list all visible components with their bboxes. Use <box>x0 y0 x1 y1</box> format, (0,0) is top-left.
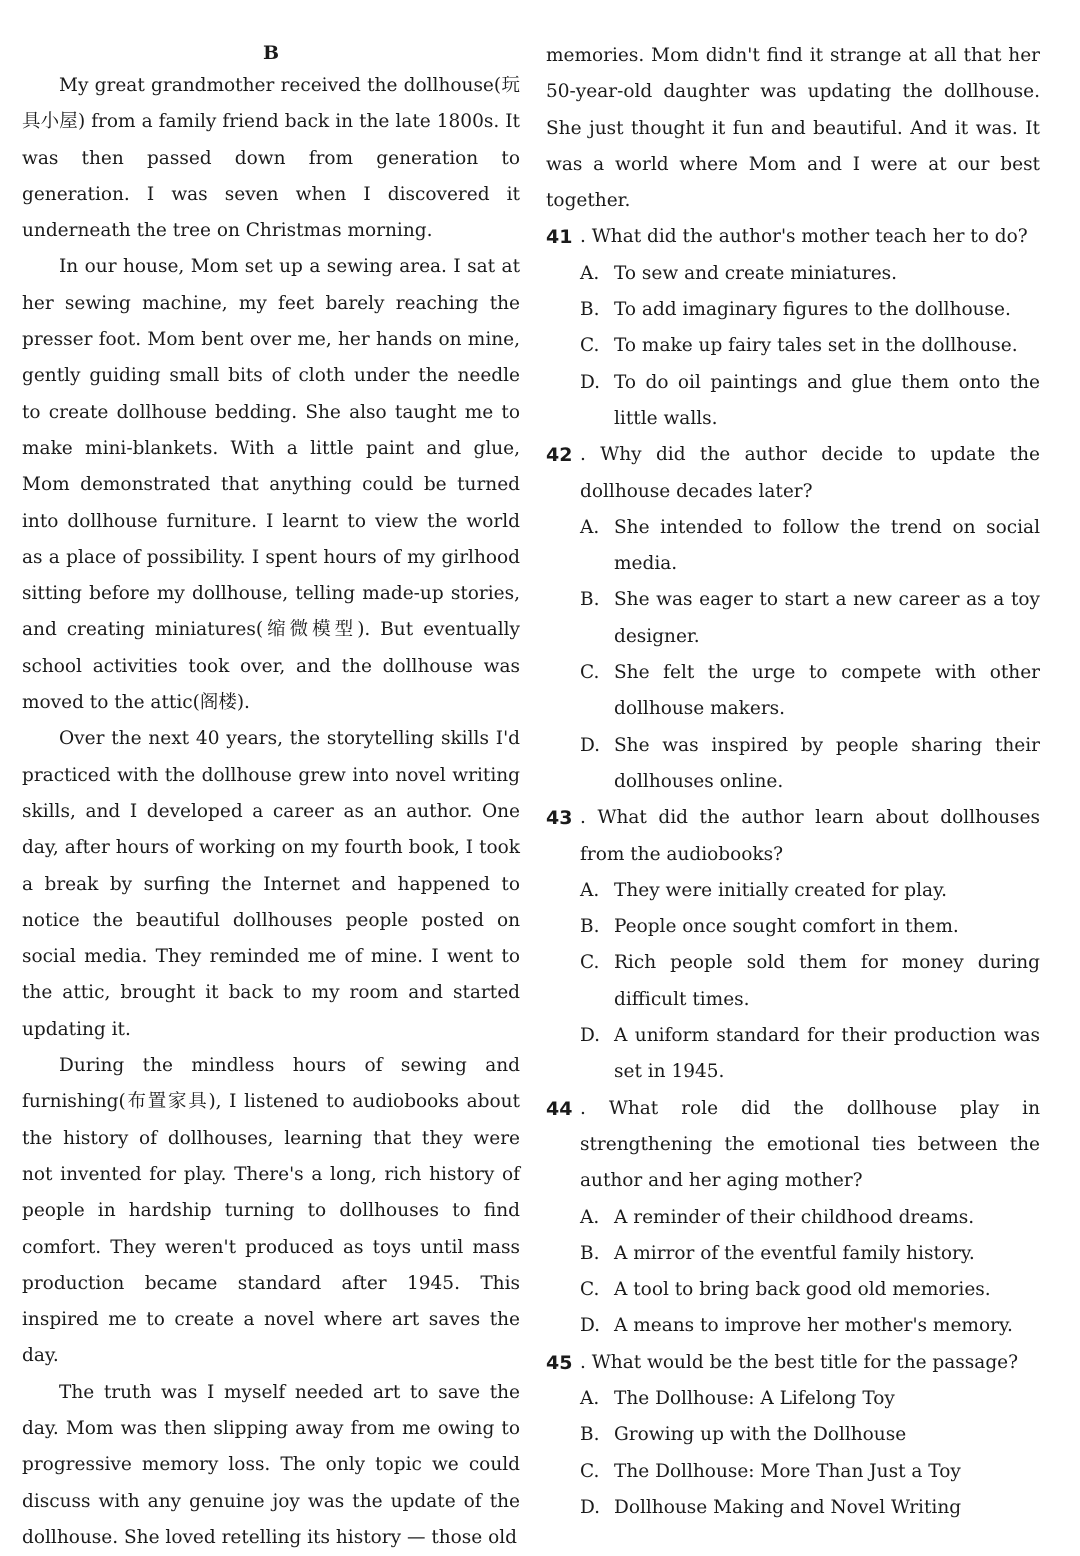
option-letter: A. <box>580 1206 600 1228</box>
question-44-options <box>546 1200 1040 1345</box>
option-letter: B. <box>580 1424 600 1446</box>
option-letter: A. <box>580 1387 600 1409</box>
option-letter: C. <box>580 335 600 357</box>
option-letter: B. <box>580 589 600 611</box>
option-text: A reminder of their childhood dreams. <box>614 1206 975 1228</box>
option-letter: A. <box>580 516 600 538</box>
passage-paragraph-5: The truth was I myself needed art to save the day. Mom was then slipping away from me owing to progressive memory loss. The only topic we could discuss with any genuine joy was the update of the dollhouse. She loved retelling its history — those old <box>22 1381 520 1548</box>
option-a <box>546 256 1040 292</box>
option-b <box>546 292 1040 328</box>
option-text: A uniform standard for their production was set in 1945. <box>614 1025 1040 1083</box>
option-text: She was eager to start a new career as a toy designer. <box>614 589 1040 647</box>
passage-paragraph-1: My great grandmother received the dollhouse(玩具小屋) from a family friend back in the late 1800s. It was then passed down from generation to generation. I was seven when I discovered it underneath the tree on Christmas morning. <box>22 75 520 242</box>
option-letter: B. <box>580 1242 600 1264</box>
question-43-options <box>546 873 1040 1091</box>
question-43: 43 . What did the author learn about dollhouses from the audiobooks? <box>546 800 1040 873</box>
question-stem: What role did the dollhouse play in strengthening the emotional ties between the author and her aging mother? <box>580 1097 1041 1192</box>
option-letter: B. <box>580 299 600 321</box>
option-d <box>546 365 1040 438</box>
option-text: Rich people sold them for money during difficult times. <box>614 952 1040 1010</box>
option-letter: A. <box>580 262 600 284</box>
option-letter: C. <box>580 1279 600 1301</box>
option-c <box>546 1454 1040 1490</box>
option-letter: B. <box>580 916 600 938</box>
question-number: 41 <box>546 226 573 249</box>
option-text: The Dollhouse: A Lifelong Toy <box>614 1387 895 1409</box>
passage-paragraph-2: In our house, Mom set up a sewing area. I sat at her sewing machine, my feet barely reaching the presser foot. Mom bent over me, her hands on mine, gently guiding small bits of cloth under the needle to create dollhouse bedding. She also taught me to make mini-blankets. With a little paint and glue, Mom demonstrated that anything could be turned into dollhouse furniture. I learnt to view the world as a place of possibility. I spent hours of my girlhood sitting before my dollhouse, telling made-up stories, and creating miniatures(缩微模型). But eventually school activities took over, and the dollhouse was moved to the attic(阁楼). <box>22 256 520 714</box>
question-number: 43 <box>546 807 573 830</box>
option-letter: D. <box>580 1025 601 1047</box>
passage-continuation: memories. Mom didn't find it strange at all that her 50-year-old daughter was updating the dollhouse. She just thought it fun and beautiful. And it was. It was a world where Mom and I were at our best together. <box>546 45 1040 212</box>
option-text: Growing up with the Dollhouse <box>614 1424 907 1446</box>
option-text: She felt the urge to compete with other dollhouse makers. <box>614 662 1040 720</box>
option-text: They were initially created for play. <box>614 879 947 901</box>
option-text: People once sought comfort in them. <box>614 916 959 938</box>
question-stem: What would be the best title for the passage? <box>591 1351 1019 1373</box>
option-c <box>546 1272 1040 1308</box>
question-44: 44 . What role did the dollhouse play in strengthening the emotional ties between the author and her aging mother? <box>546 1091 1040 1200</box>
option-letter: A. <box>580 879 600 901</box>
option-a <box>546 1381 1040 1417</box>
option-text: She intended to follow the trend on social media. <box>614 516 1040 575</box>
option-b <box>546 1417 1040 1453</box>
option-text: To add imaginary figures to the dollhouse. <box>614 299 1011 321</box>
option-d <box>546 728 1040 801</box>
option-d <box>546 1490 1040 1526</box>
question-42: 42 . Why did the author decide to update the dollhouse decades later? <box>546 437 1040 510</box>
option-text: A tool to bring back good old memories. <box>614 1279 991 1301</box>
passage-paragraph-4: During the mindless hours of sewing and furnishing(布置家具), I listened to audiobooks about the history of dollhouses, learning that they were not invented for play. There's a long, rich history of people in hardship turning to dollhouses to find comfort. They weren't produced as toys until mass production became standard after 1945. This inspired me to create a novel where art saves the day. <box>22 1055 520 1367</box>
option-letter: C. <box>580 1460 600 1482</box>
option-text: She was inspired by people sharing their dollhouses online. <box>614 734 1040 792</box>
question-number: 44 <box>546 1097 573 1120</box>
option-c <box>546 945 1040 1018</box>
option-a <box>546 510 1040 583</box>
question-stem: Why did the author decide to update the dollhouse decades later? <box>580 444 1040 502</box>
option-letter: D. <box>580 1315 601 1337</box>
passage-paragraph-3: Over the next 40 years, the storytelling skills I'd practiced with the dollhouse grew into novel writing skills, and I developed a career as an author. One day, after hours of working on my fourth book, I took a break by surfing the Internet and happened to notice the beautiful dollhouses people posted on social media. They reminded me of mine. I went to the attic, brought it back to my room and started updating it. <box>22 728 520 1040</box>
question-42-options <box>546 510 1040 800</box>
question-41: 41 . What did the author's mother teach her to do? <box>546 219 1040 255</box>
option-text: A mirror of the eventful family history. <box>614 1242 975 1264</box>
option-text: A means to improve her mother's memory. <box>614 1315 1013 1337</box>
left-column <box>22 38 520 1556</box>
question-stem: What did the author learn about dollhouses from the audiobooks? <box>580 807 1040 865</box>
option-letter: C. <box>580 952 600 974</box>
option-letter: C. <box>580 662 600 684</box>
option-c <box>546 655 1040 728</box>
question-45: 45 . What would be the best title for the passage? <box>546 1345 1040 1381</box>
question-41-options <box>546 256 1040 437</box>
question-45-options <box>546 1381 1040 1526</box>
option-text: The Dollhouse: More Than Just a Toy <box>614 1460 961 1482</box>
option-d <box>546 1018 1040 1091</box>
option-c <box>546 328 1040 364</box>
question-number: 42 <box>546 444 573 467</box>
option-letter: D. <box>580 371 601 393</box>
option-d <box>546 1308 1040 1344</box>
option-text: To sew and create miniatures. <box>614 262 898 284</box>
right-column <box>546 38 1040 1526</box>
question-number: 45 <box>546 1351 573 1374</box>
question-stem: What did the author's mother teach her to do? <box>591 226 1028 248</box>
option-text: Dollhouse Making and Novel Writing <box>614 1496 962 1518</box>
option-a <box>546 1200 1040 1236</box>
option-letter: D. <box>580 734 601 756</box>
section-label: B <box>262 42 280 64</box>
option-text: To make up fairy tales set in the dollhouse. <box>614 335 1018 357</box>
option-b <box>546 582 1040 655</box>
option-letter: D. <box>580 1496 601 1518</box>
option-text: To do oil paintings and glue them onto the little walls. <box>614 371 1040 429</box>
option-b <box>546 1236 1040 1272</box>
option-a <box>546 873 1040 909</box>
option-b <box>546 909 1040 945</box>
